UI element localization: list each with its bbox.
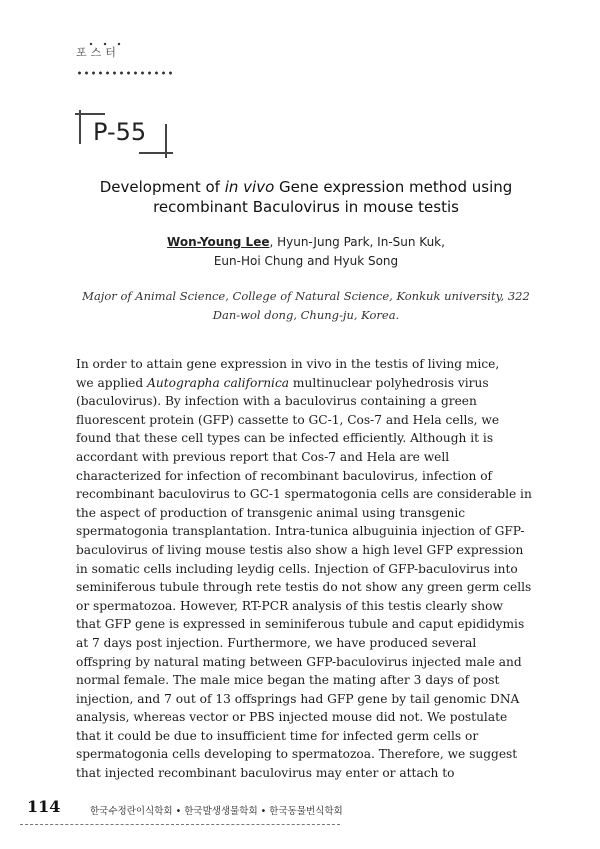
title-line2: recombinant Baculovirus in mouse testis [153, 198, 459, 216]
poster-id: P-55 [93, 118, 147, 146]
abstract-line: baculovirus of living mouse testis also show a high level GFP expression [76, 542, 524, 557]
abstract-line: fluorescent protein (GFP) cassette to GC-1, Cos-7 and Hela cells, we [76, 412, 500, 427]
abstract-line: accordant with previous report that Cos-7 and Hela are well [76, 449, 450, 464]
abstract-line: at 7 days post injection. Furthermore, we have produced several [76, 635, 477, 650]
abstract-line: spermatogonia transplantation. Intra-tunica albuguinia injection of GFP- [76, 524, 525, 539]
title-pre: Development of [99, 178, 225, 196]
affiliation [60, 287, 552, 325]
abstract-line: offspring by natural mating between GFP-baculovirus injected male and [76, 654, 522, 669]
poster-id-frame [75, 110, 175, 160]
abstract-line: injection, and 7 out of 13 offsprings had GFP gene by tail genomic DNA [76, 691, 520, 706]
abstract-line: that it could be due to insufficient time for infected germ cells or [76, 728, 479, 743]
author-list [60, 233, 552, 271]
co-authors-line2: Eun-Hoi Chung and Hyuk Song [213, 254, 399, 268]
section-divider [76, 70, 176, 76]
abstract-line: (baculovirus). By infection with a baculovirus containing a green [76, 394, 477, 409]
abstract-line: characterized for infection of recombinant baculovirus, infection of [76, 468, 493, 483]
section-label: 포스터 [76, 46, 120, 59]
abstract-line: In order to attain gene expression in vivo in the testis of living mice, [76, 357, 500, 371]
abstract-line: that injected recombinant baculovirus may enter or attach to [76, 766, 455, 781]
abstract-line: we applied Autographa californica multinuclear polyhedrosis virus [76, 375, 489, 390]
abstract-line: found that these cell types can be infected efficiently. Although it is [76, 431, 494, 446]
affiliation-line2: Dan-wol dong, Chung-ju, Korea. [212, 308, 400, 322]
presenting-author: Won-Young Lee [167, 235, 270, 249]
abstract-line: spermatogonia cells developing to spermatozoa. Therefore, we suggest [76, 747, 518, 762]
abstract-line: in somatic cells including leydig cells. Injection of GFP-baculovirus into [76, 561, 518, 576]
abstract-line: recombinant baculovirus to GC-1 spermatogonia cells are considerable in [76, 487, 532, 502]
abstract-line: the aspect of production of transgenic animal using transgenic [76, 505, 466, 520]
title-italic: in vivo [224, 178, 275, 196]
page-number: 114 [27, 797, 61, 816]
abstract-body [76, 355, 534, 783]
abstract-line: analysis, whereas vector or PBS injected mouse did not. We postulate [76, 710, 508, 725]
footer-societies: 한국수정란이식학회 • 한국발생생물학회 • 한국동물번식학회 [90, 806, 343, 817]
paper-title [60, 177, 552, 217]
co-authors-line1: , Hyun-Jung Park, In-Sun Kuk, [269, 235, 445, 249]
title-post: Gene expression method using [274, 178, 513, 196]
abstract-line: seminiferous tubule through rete testis do not show any green germ cells [76, 580, 532, 595]
abstract-line: or spermatozoa. However, RT-PCR analysis of this testis clearly show [76, 598, 503, 613]
abstract-line: that GFP gene is expressed in seminiferous tubule and caput epididymis [76, 617, 525, 632]
footer-rule [20, 824, 340, 825]
affiliation-line1: Major of Animal Science, College of Natural Science, Konkuk university, 322 [82, 289, 530, 303]
abstract-line: normal female. The male mice began the mating after 3 days of post [76, 673, 500, 688]
